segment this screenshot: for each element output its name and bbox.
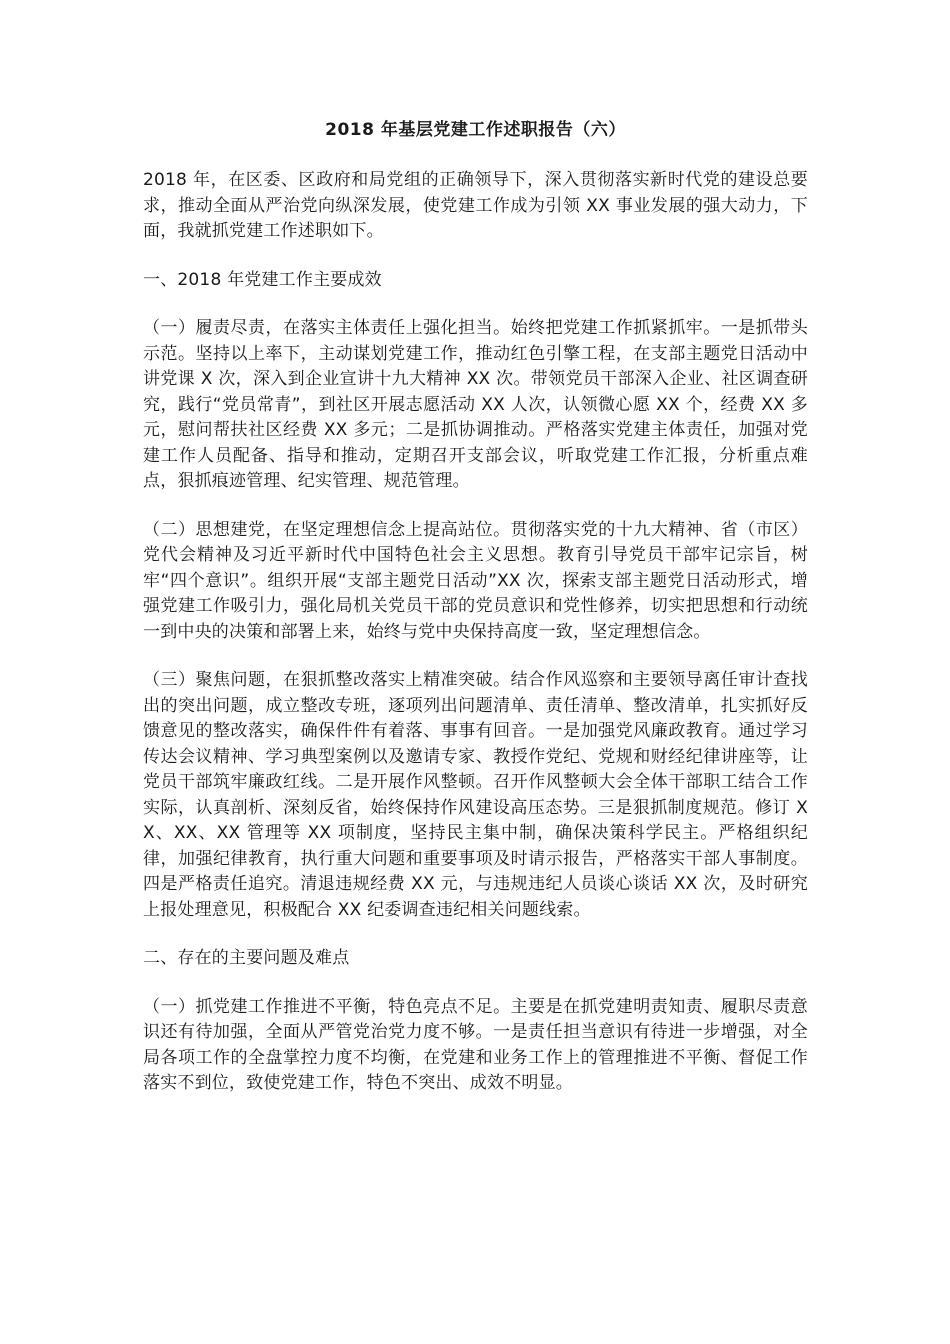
section-1-heading: 一、2018 年党建工作主要成效 <box>143 269 382 290</box>
document-title: 2018 年基层党建工作述职报告（六） <box>325 120 626 140</box>
section-2-heading: 二、存在的主要问题及难点 <box>143 948 350 968</box>
section-1-paragraph-3: （三）聚焦问题，在狠抓整改落实上精准突破。结合作风巡察和主要领导离任审计查找出的突出问题，成立整改专班，逐项列出问题清单、责任清单、整改清单，扎实抓好反馈意见的整改落实，确保件件有着落、事事有回音。一是加强党风廉政教育。通过学习传达会议精神、学习典型案例以及邀请专家、教授作党纪、党规和财经纪律讲座等，让党员干部筑牢廉政红线。二是开展作风整顿。召开作风整顿大会全体干部职工结合工作实际，认真剖析、深刻反省，始终保持作风建设高压态势。三是狠抓制度规范。修订 XX、XX、XX 管理等 XX 项制度，坚持民主集中制，确保决策科学民主。严格组织纪律，加强纪律教育，执行重大问题和重要事项及时请示报告，严格落实干部人事制度。四是严格责任追究。清退违规经费 XX 元，与违规违纪人员谈心谈话 XX 次，及时研究上报处理意见，积极配合 XX 纪委调查违纪相关问题线索。 <box>143 670 808 920</box>
section-2-paragraph-1: （一）抓党建工作推进不平衡，特色亮点不足。主要是在抓党建明责知责、履职尽责意识还有待加强，全面从严管党治党力度不够。一是责任担当意识有待进一步增强，对全局各项工作的全盘掌控力度不均衡，在党建和业务工作上的管理推进不平衡、督促工作落实不到位，致使党建工作，特色不突出、成效不明显。 <box>143 996 808 1093</box>
document-page <box>143 118 808 1120</box>
section-1-paragraph-2: （二）思想建党，在坚定理想信念上提高站位。贯彻落实党的十九大精神、省（市区）党代会精神及习近平新时代中国特色社会主义思想。教育引导党员干部牢记宗旨，树牢“四个意识”。组织开展“支部主题党日活动”XX 次，探索支部主题党日活动形式，增强党建工作吸引力，强化局机关党员干部的党员意识和党性修养，切实把思想和行动统一到中央的决策和部署上来，始终与党中央保持高度一致，坚定理想信念。 <box>143 519 808 642</box>
intro-paragraph: 2018 年，在区委、区政府和局党组的正确领导下，深入贯彻落实新时代党的建设总要求，推动全面从严治党向纵深发展，使党建工作成为引领 XX 事业发展的强大动力，下面，我就抓党建工作述职如下。 <box>143 170 808 241</box>
section-1-paragraph-1: （一）履责尽责，在落实主体责任上强化担当。始终把党建工作抓紧抓牢。一是抓带头示范。坚持以上率下，主动谋划党建工作，推动红色引擎工程，在支部主题党日活动中讲党课 X 次，深入到企业宣讲十九大精神 XX 次。带领党员干部深入企业、社区调查研究，践行“党员常青”，到社区开展志愿活动 XX 人次，认领微心愿 XX 个，经费 XX 多元，慰问帮扶社区经费 XX 多元；二是抓协调推动。严格落实党建主体责任，加强对党建工作人员配备、指导和推动，定期召开支部会议，听取党建工作汇报，分析重点难点，狠抓痕迹管理、纪实管理、规范管理。 <box>143 318 808 491</box>
